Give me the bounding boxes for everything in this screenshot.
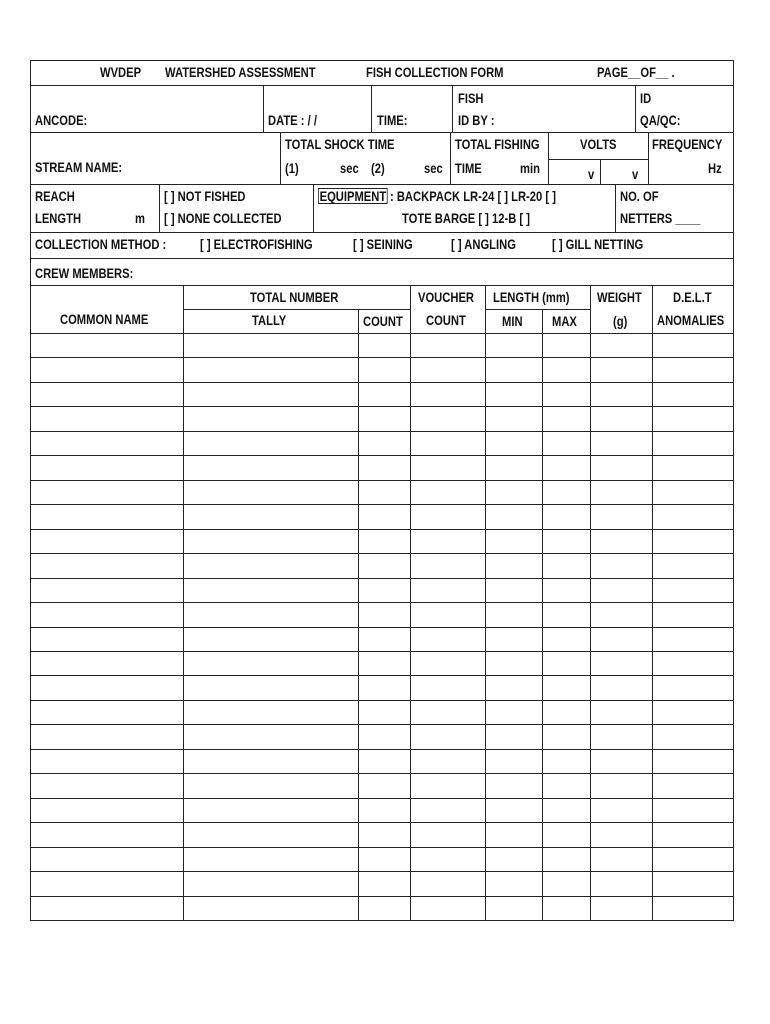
col-tally: TALLY [252, 312, 287, 328]
qaqc-field[interactable]: QA/QC: [640, 112, 681, 128]
frequency-field[interactable]: Hz [708, 160, 722, 176]
fishing-time-label: TIME [455, 160, 482, 176]
table-row[interactable] [30, 896, 734, 897]
divider [485, 309, 590, 310]
divider-row1 [30, 132, 734, 133]
table-row[interactable] [30, 822, 734, 823]
shock-time-2-field[interactable]: sec [424, 160, 443, 176]
table-row[interactable] [30, 553, 734, 554]
col-total-number: TOTAL NUMBER [250, 289, 339, 305]
col-common-name: COMMON NAME [60, 311, 149, 327]
table-row[interactable] [30, 749, 734, 750]
divider [280, 132, 281, 184]
table-row[interactable] [30, 529, 734, 530]
col-length-mm: LENGTH (mm) [493, 289, 570, 305]
table-row[interactable] [30, 700, 734, 701]
table-row[interactable] [30, 455, 734, 456]
col-anomalies: ANOMALIES [657, 312, 725, 328]
seining-checkbox[interactable]: [ ] SEINING [353, 236, 413, 252]
divider-row4 [30, 258, 734, 259]
divider [635, 85, 636, 132]
reach-label: REACH [35, 188, 75, 204]
program-label: WATERSHED ASSESSMENT [165, 64, 316, 80]
table-row[interactable] [30, 847, 734, 848]
reach-length-field[interactable]: m [135, 210, 145, 226]
table-row[interactable] [30, 871, 734, 872]
equipment-options-tote-barge[interactable]: TOTE BARGE [ ] 12-B [ ] [402, 210, 530, 226]
equipment-options-backpack[interactable]: : BACKPACK LR-24 [ ] LR-20 [ ] [390, 188, 556, 204]
fish-id-by-field[interactable]: ID BY : [458, 112, 495, 128]
table-row[interactable] [30, 602, 734, 603]
table-row[interactable] [30, 406, 734, 407]
total-fishing-label: TOTAL FISHING [455, 136, 540, 152]
divider [371, 85, 372, 132]
col-length-min: MIN [502, 313, 523, 329]
crew-members-field[interactable]: CREW MEMBERS: [35, 265, 134, 281]
fishing-time-field[interactable]: min [520, 160, 540, 176]
table-row[interactable] [30, 675, 734, 676]
time-field[interactable]: TIME: [377, 112, 408, 128]
netters-field[interactable]: NETTERS ____ [620, 210, 701, 226]
table-row[interactable] [30, 578, 734, 579]
divider-table-header [30, 333, 734, 334]
table-row[interactable] [30, 382, 734, 383]
stream-name-field[interactable]: STREAM NAME: [35, 159, 123, 175]
divider [648, 132, 649, 184]
form-border-right [733, 60, 734, 921]
divider [548, 159, 648, 160]
agency-label: WVDEP [100, 64, 142, 80]
divider [548, 132, 549, 184]
divider [313, 184, 314, 232]
angling-checkbox[interactable]: [ ] ANGLING [451, 236, 516, 252]
col-voucher-count: COUNT [426, 312, 466, 328]
form-title: FISH COLLECTION FORM [366, 64, 504, 80]
equipment-label: EQUIPMENT [319, 188, 387, 204]
divider [450, 132, 451, 184]
ancode-field[interactable]: ANCODE: [35, 112, 88, 128]
col-voucher: VOUCHER [418, 289, 475, 305]
volts-field-2[interactable]: v [632, 166, 639, 182]
divider [159, 184, 160, 232]
table-row[interactable] [30, 773, 734, 774]
table-row[interactable] [30, 357, 734, 358]
electrofishing-checkbox[interactable]: [ ] ELECTROFISHING [200, 236, 313, 252]
id-label: ID [640, 90, 652, 106]
frequency-label: FREQUENCY [652, 136, 723, 152]
table-row[interactable] [30, 651, 734, 652]
divider-row3 [30, 232, 734, 233]
divider [615, 184, 616, 232]
col-weight-unit: (g) [613, 313, 628, 329]
divider-header [30, 85, 734, 86]
table-row[interactable] [30, 431, 734, 432]
col-delt: D.E.L.T [673, 289, 712, 305]
form-border-bottom [30, 920, 734, 921]
col-count: COUNT [363, 313, 403, 329]
table-row[interactable] [30, 480, 734, 481]
table-row[interactable] [30, 504, 734, 505]
col-weight: WEIGHT [597, 289, 642, 305]
divider [183, 309, 410, 310]
volts-label: VOLTS [580, 136, 617, 152]
volts-field-1[interactable]: v [588, 166, 595, 182]
date-field[interactable]: DATE : / / [268, 112, 317, 128]
not-fished-checkbox[interactable]: [ ] NOT FISHED [164, 188, 246, 204]
shock-time-2-label: (2) [371, 160, 385, 176]
netters-label: NO. OF [620, 188, 659, 204]
reach-length-label: LENGTH [35, 210, 82, 226]
divider [358, 309, 359, 920]
page-field[interactable]: PAGE__OF__ . [597, 64, 675, 80]
gill-netting-checkbox[interactable]: [ ] GILL NETTING [552, 236, 644, 252]
total-shock-time-label: TOTAL SHOCK TIME [285, 136, 395, 152]
table-row[interactable] [30, 798, 734, 799]
divider-row2 [30, 184, 734, 185]
fish-collection-form [30, 60, 734, 921]
divider-row5 [30, 285, 734, 286]
divider [452, 85, 453, 132]
fish-label: FISH [458, 90, 484, 106]
none-collected-checkbox[interactable]: [ ] NONE COLLECTED [164, 210, 282, 226]
form-border-top [30, 60, 734, 61]
shock-time-1-label: (1) [285, 160, 299, 176]
divider [600, 159, 601, 184]
shock-time-1-field[interactable]: sec [340, 160, 359, 176]
form-border-left [30, 60, 31, 921]
table-row[interactable] [30, 627, 734, 628]
collection-method-label: COLLECTION METHOD : [35, 236, 167, 252]
col-length-max: MAX [552, 313, 577, 329]
divider [542, 309, 543, 920]
table-row[interactable] [30, 724, 734, 725]
divider [263, 85, 264, 132]
